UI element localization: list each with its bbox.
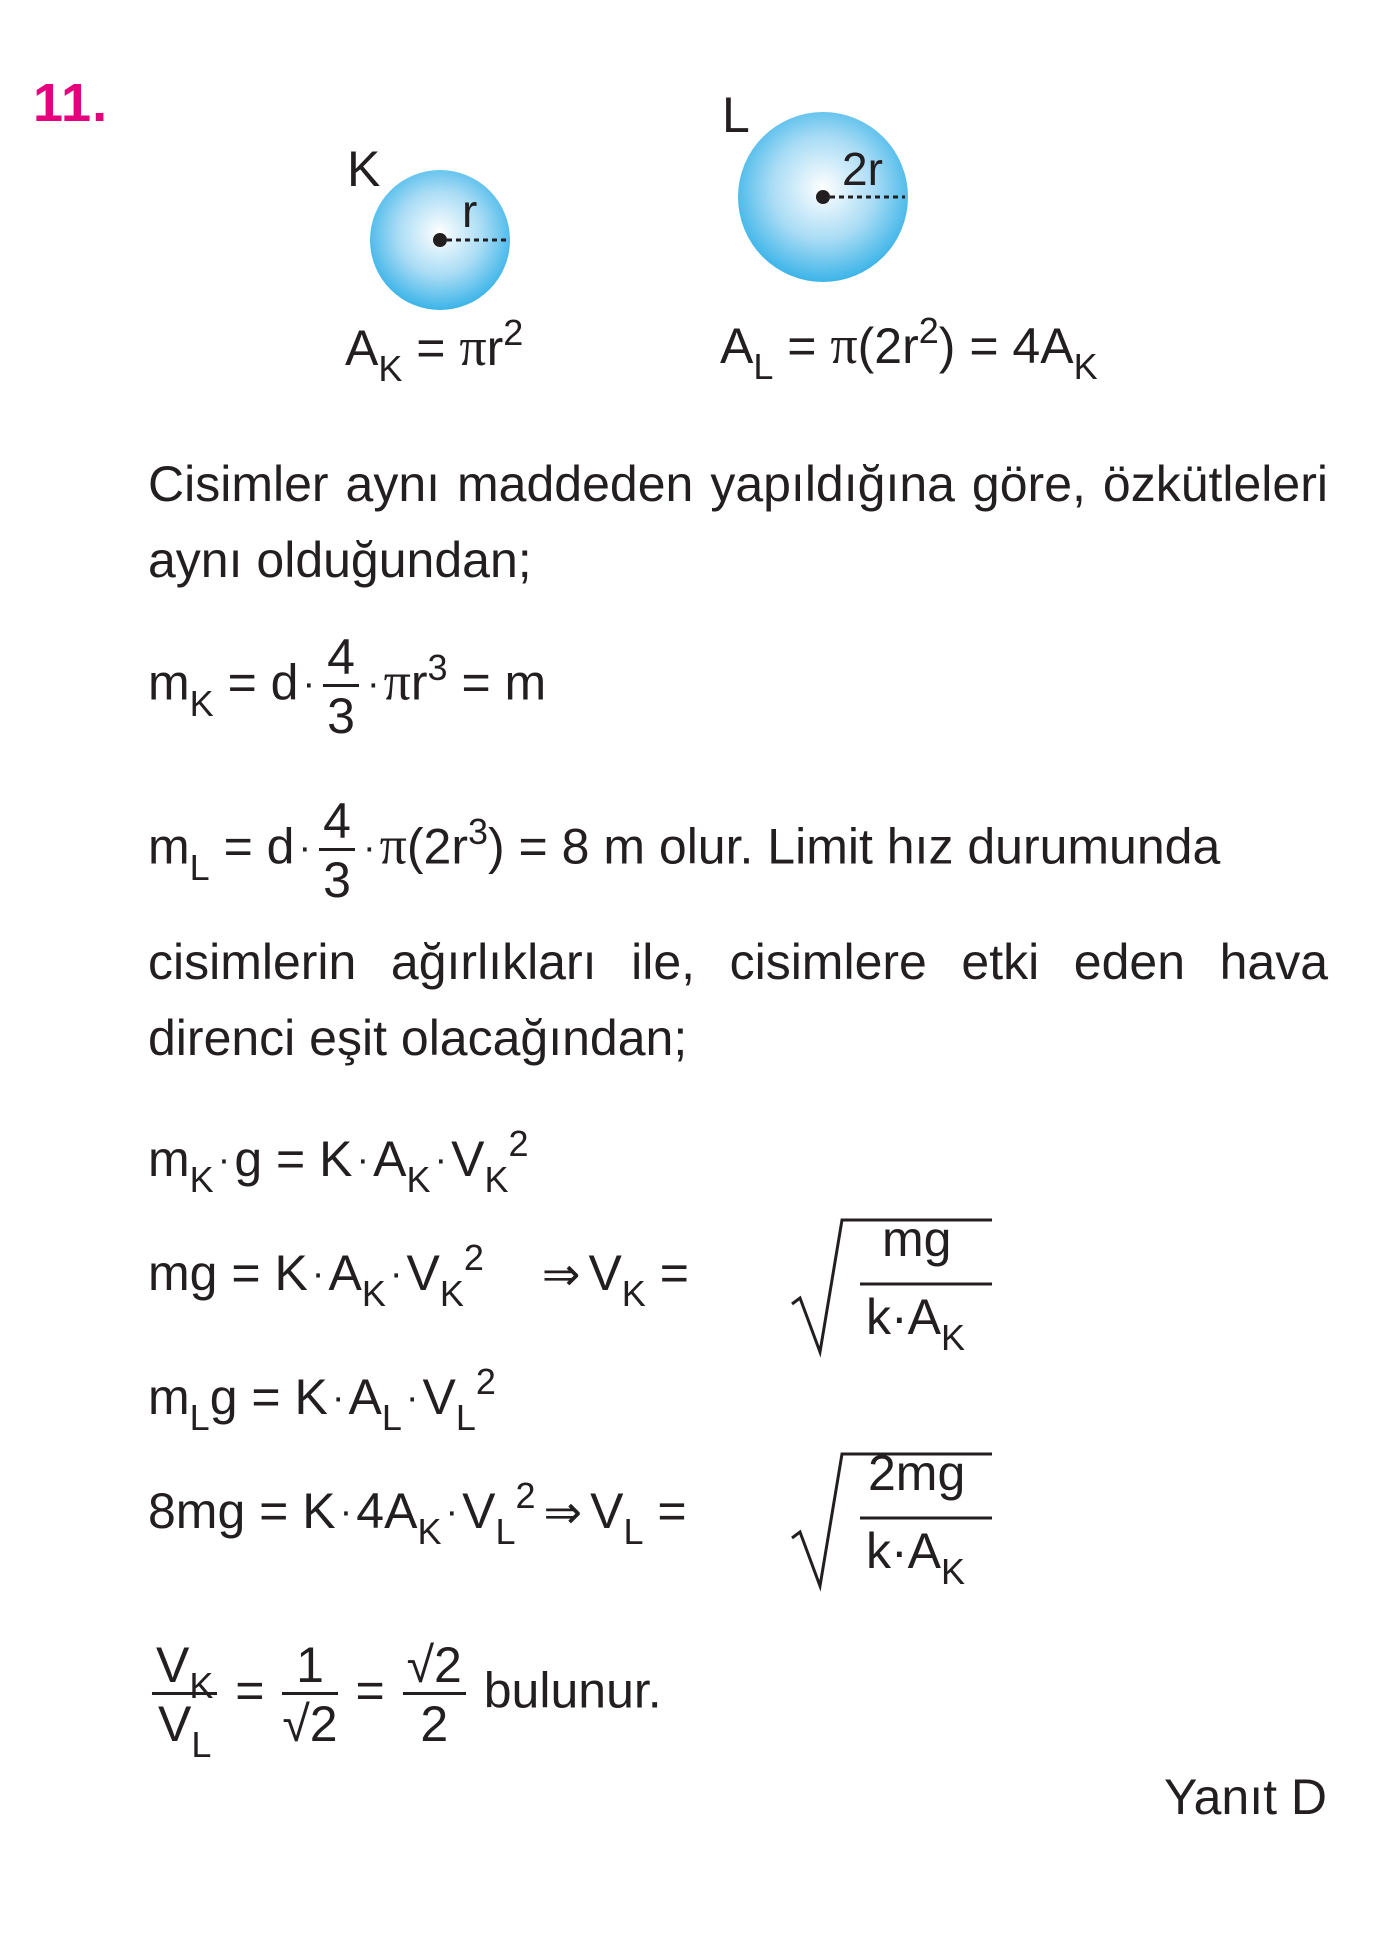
sqrt1-denominator: $k\cdot A_K$ xyxy=(866,1289,966,1359)
sphere-k xyxy=(370,170,510,310)
mass-l-equation: $m_L = d$ · $\frac{4}{3}$ $\cdot\pi(2r^3) = 8$ m olur. Limit hız durumunda xyxy=(148,793,1221,908)
sqrt2-denominator: $k\cdot A_K$ xyxy=(866,1523,966,1593)
velocity-ratio: $\frac{V_K}{V_L}$ = $\frac{1}{√2}$ = $\frac{√2}{2}$ bulunur. xyxy=(148,1640,662,1749)
paragraph-density: Cisimler aynı maddeden yapıldığına göre, özkütleleri aynı olduğundan; xyxy=(148,456,1328,588)
sphere-l-label: L xyxy=(722,87,750,143)
sqrt1-numerator: mg xyxy=(882,1211,952,1267)
question-number: 11. xyxy=(33,73,109,133)
spheres-figure xyxy=(0,0,1377,420)
equation-line-3: $m_Lg = K \cdot A_L \cdot V_L^2$ xyxy=(148,1361,496,1439)
equation-line-1: $m_K \cdot g = K \cdot A_K \cdot V_K^2$ xyxy=(148,1123,529,1201)
area-formula-l: $A_L = \pi(2r^2) = 4A_K$ xyxy=(720,310,1098,388)
sphere-k-radius-label: r xyxy=(462,185,478,237)
equation-line-2: mg = $K \cdot A_K \cdot V_K^2$ ⇒ $V_K$ = xyxy=(148,1237,689,1315)
answer-label: Yanıt D xyxy=(1163,1769,1327,1825)
equation-line-4: $8mg = K \cdot 4A_K \cdot V_L^2$ ⇒ $V_L$ = xyxy=(148,1475,687,1553)
sphere-l-radius-label: 2r xyxy=(842,143,883,195)
sphere-l xyxy=(738,112,908,282)
mass-k-equation: $m_K = d$ · $\frac{4}{3}$ $\cdot\pi r^3 = m$ xyxy=(148,629,547,744)
area-formula-k: $A_K = \pi r^2$ xyxy=(345,312,524,390)
sqrt2-numerator: 2mg xyxy=(868,1445,966,1501)
paragraph-limit-speed: cisimlerin ağırlıkları ile, cisimlere etki eden hava direnci eşit olacağından; xyxy=(148,934,1328,1066)
sphere-k-label: K xyxy=(347,141,381,197)
